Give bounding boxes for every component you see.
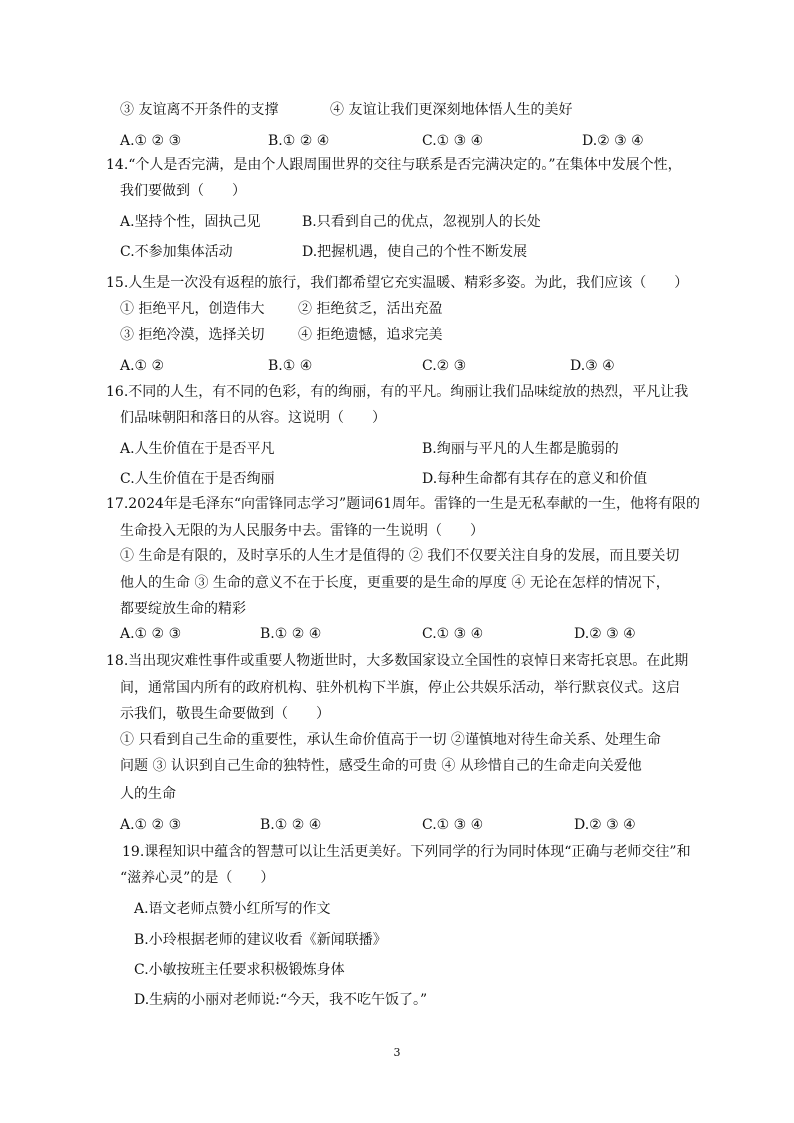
q18-statements-line-2: 问题 ③ 认识到自己生命的独特性，感受生命的可贵 ④ 从珍惜自己的生命走向关爱他 xyxy=(120,758,642,774)
q17-stem-line-1: 17.2024年是毛泽东“向雷锋同志学习”题词61周年。雷锋的一生是无私奉献的一生，他将有限的 xyxy=(106,496,701,512)
q17-option-a[interactable]: A.① ② ③ xyxy=(120,626,182,642)
q17-option-b[interactable]: B.① ② ④ xyxy=(260,626,322,642)
q17-stem-line-2: 生命投入无限的为人民服务中去。雷锋的一生说明（ ） xyxy=(120,523,484,539)
q13-option-c[interactable]: C.① ③ ④ xyxy=(422,133,484,149)
q13-option-d[interactable]: D.② ③ ④ xyxy=(582,133,644,149)
q17-statements-line-1: ① 生命是有限的，及时享乐的人生才是值得的 ② 我们不仅要关注自身的发展，而且要关切 xyxy=(120,548,680,564)
q18-statements-line-3: 人的生命 xyxy=(120,786,176,802)
q19-option-d[interactable]: D.生病的小丽对老师说:“今天，我不吃午饭了。” xyxy=(134,992,428,1008)
q16-option-c[interactable]: C.人生价值在于是否绚丽 xyxy=(120,471,275,487)
q14-option-a[interactable]: A.坚持个性，固执己见 xyxy=(120,214,261,230)
q16-stem-line-1: 16.不同的人生，有不同的色彩，有的绚丽，有的平凡。绚丽让我们品味绽放的热烈，平凡让我 xyxy=(106,384,689,400)
q19-option-c[interactable]: C.小敏按班主任要求积极锻炼身体 xyxy=(134,962,345,978)
q13-statement-4: ④ 友谊让我们更深刻地体悟人生的美好 xyxy=(330,102,573,118)
q14-option-b[interactable]: B.只看到自己的优点，忽视别人的长处 xyxy=(302,214,541,230)
q16-option-d[interactable]: D.每种生命都有其存在的意义和价值 xyxy=(422,471,648,487)
q17-statements-line-2: 他人的生命 ③ 生命的意义不在于长度，更重要的是生命的厚度 ④ 无论在怎样的情况下， xyxy=(120,575,670,591)
q17-option-c[interactable]: C.① ③ ④ xyxy=(422,626,484,642)
page-number: 3 xyxy=(393,1046,401,1059)
q18-stem-line-3: 示我们，敬畏生命要做到（ ） xyxy=(120,706,330,722)
q16-stem-line-2: 们品味朝阳和落日的从容。这说明（ ） xyxy=(120,410,386,426)
q15-option-d[interactable]: D.③ ④ xyxy=(570,358,615,374)
q15-statement-4: ④ 拒绝遗憾，追求完美 xyxy=(298,327,443,343)
q19-option-b[interactable]: B.小玲根据老师的建议收看《新闻联播》 xyxy=(134,932,387,948)
q18-option-a[interactable]: A.① ② ③ xyxy=(120,817,182,833)
q15-statement-1: ① 拒绝平凡，创造伟大 xyxy=(120,301,265,317)
q15-statement-2: ② 拒绝贫乏，活出充盈 xyxy=(298,301,443,317)
q19-stem-line-2: “滋养心灵”的是（ ） xyxy=(120,870,275,886)
q15-statement-3: ③ 拒绝冷漠，选择关切 xyxy=(120,327,265,343)
q18-stem-line-1: 18.当出现灾难性事件或重要人物逝世时，大多数国家设立全国性的哀悼日来寄托哀思。在此期 xyxy=(106,653,689,669)
q13-statement-3: ③ 友谊离不开条件的支撑 xyxy=(120,102,279,118)
q15-option-b[interactable]: B.① ④ xyxy=(268,358,313,374)
q18-option-b[interactable]: B.① ② ④ xyxy=(260,817,322,833)
q17-statements-line-3: 都要绽放生命的精彩 xyxy=(120,601,246,617)
q13-option-a[interactable]: A.① ② ③ xyxy=(120,133,182,149)
q19-option-a[interactable]: A.语文老师点赞小红所写的作文 xyxy=(134,901,331,917)
q16-option-b[interactable]: B.绚丽与平凡的人生都是脆弱的 xyxy=(422,441,619,457)
q15-option-a[interactable]: A.① ② xyxy=(120,358,165,374)
q15-stem: 15.人生是一次没有返程的旅行，我们都希望它充实温暖、精彩多姿。为此，我们应该（ ） xyxy=(106,275,689,291)
q18-option-c[interactable]: C.① ③ ④ xyxy=(422,817,484,833)
q14-option-c[interactable]: C.不参加集体活动 xyxy=(120,244,233,260)
q19-stem-line-1: 19.课程知识中蕴含的智慧可以让生活更美好。下列同学的行为同时体现“正确与老师交往”和 xyxy=(122,844,691,860)
q14-stem-line-2: 我们要做到（ ） xyxy=(120,183,246,199)
q16-option-a[interactable]: A.人生价值在于是否平凡 xyxy=(120,441,275,457)
q18-option-d[interactable]: D.② ③ ④ xyxy=(574,817,636,833)
q13-option-b[interactable]: B.① ② ④ xyxy=(268,133,330,149)
q15-option-c[interactable]: C.② ③ xyxy=(422,358,467,374)
q17-option-d[interactable]: D.② ③ ④ xyxy=(574,626,636,642)
q14-option-d[interactable]: D.把握机遇，使自己的个性不断发展 xyxy=(302,244,528,260)
q14-stem-line-1: 14.“个人是否完满，是由个人跟周围世界的交往与联系是否完满决定的。”在集体中发展个性， xyxy=(106,157,682,173)
q18-statements-line-1: ① 只看到自己生命的重要性，承认生命价值高于一切 ②谨慎地对待生命关系、处理生命 xyxy=(120,732,661,748)
q18-stem-line-2: 间，通常国内所有的政府机构、驻外机构下半旗，停止公共娱乐活动，举行默哀仪式。这启 xyxy=(120,680,680,696)
